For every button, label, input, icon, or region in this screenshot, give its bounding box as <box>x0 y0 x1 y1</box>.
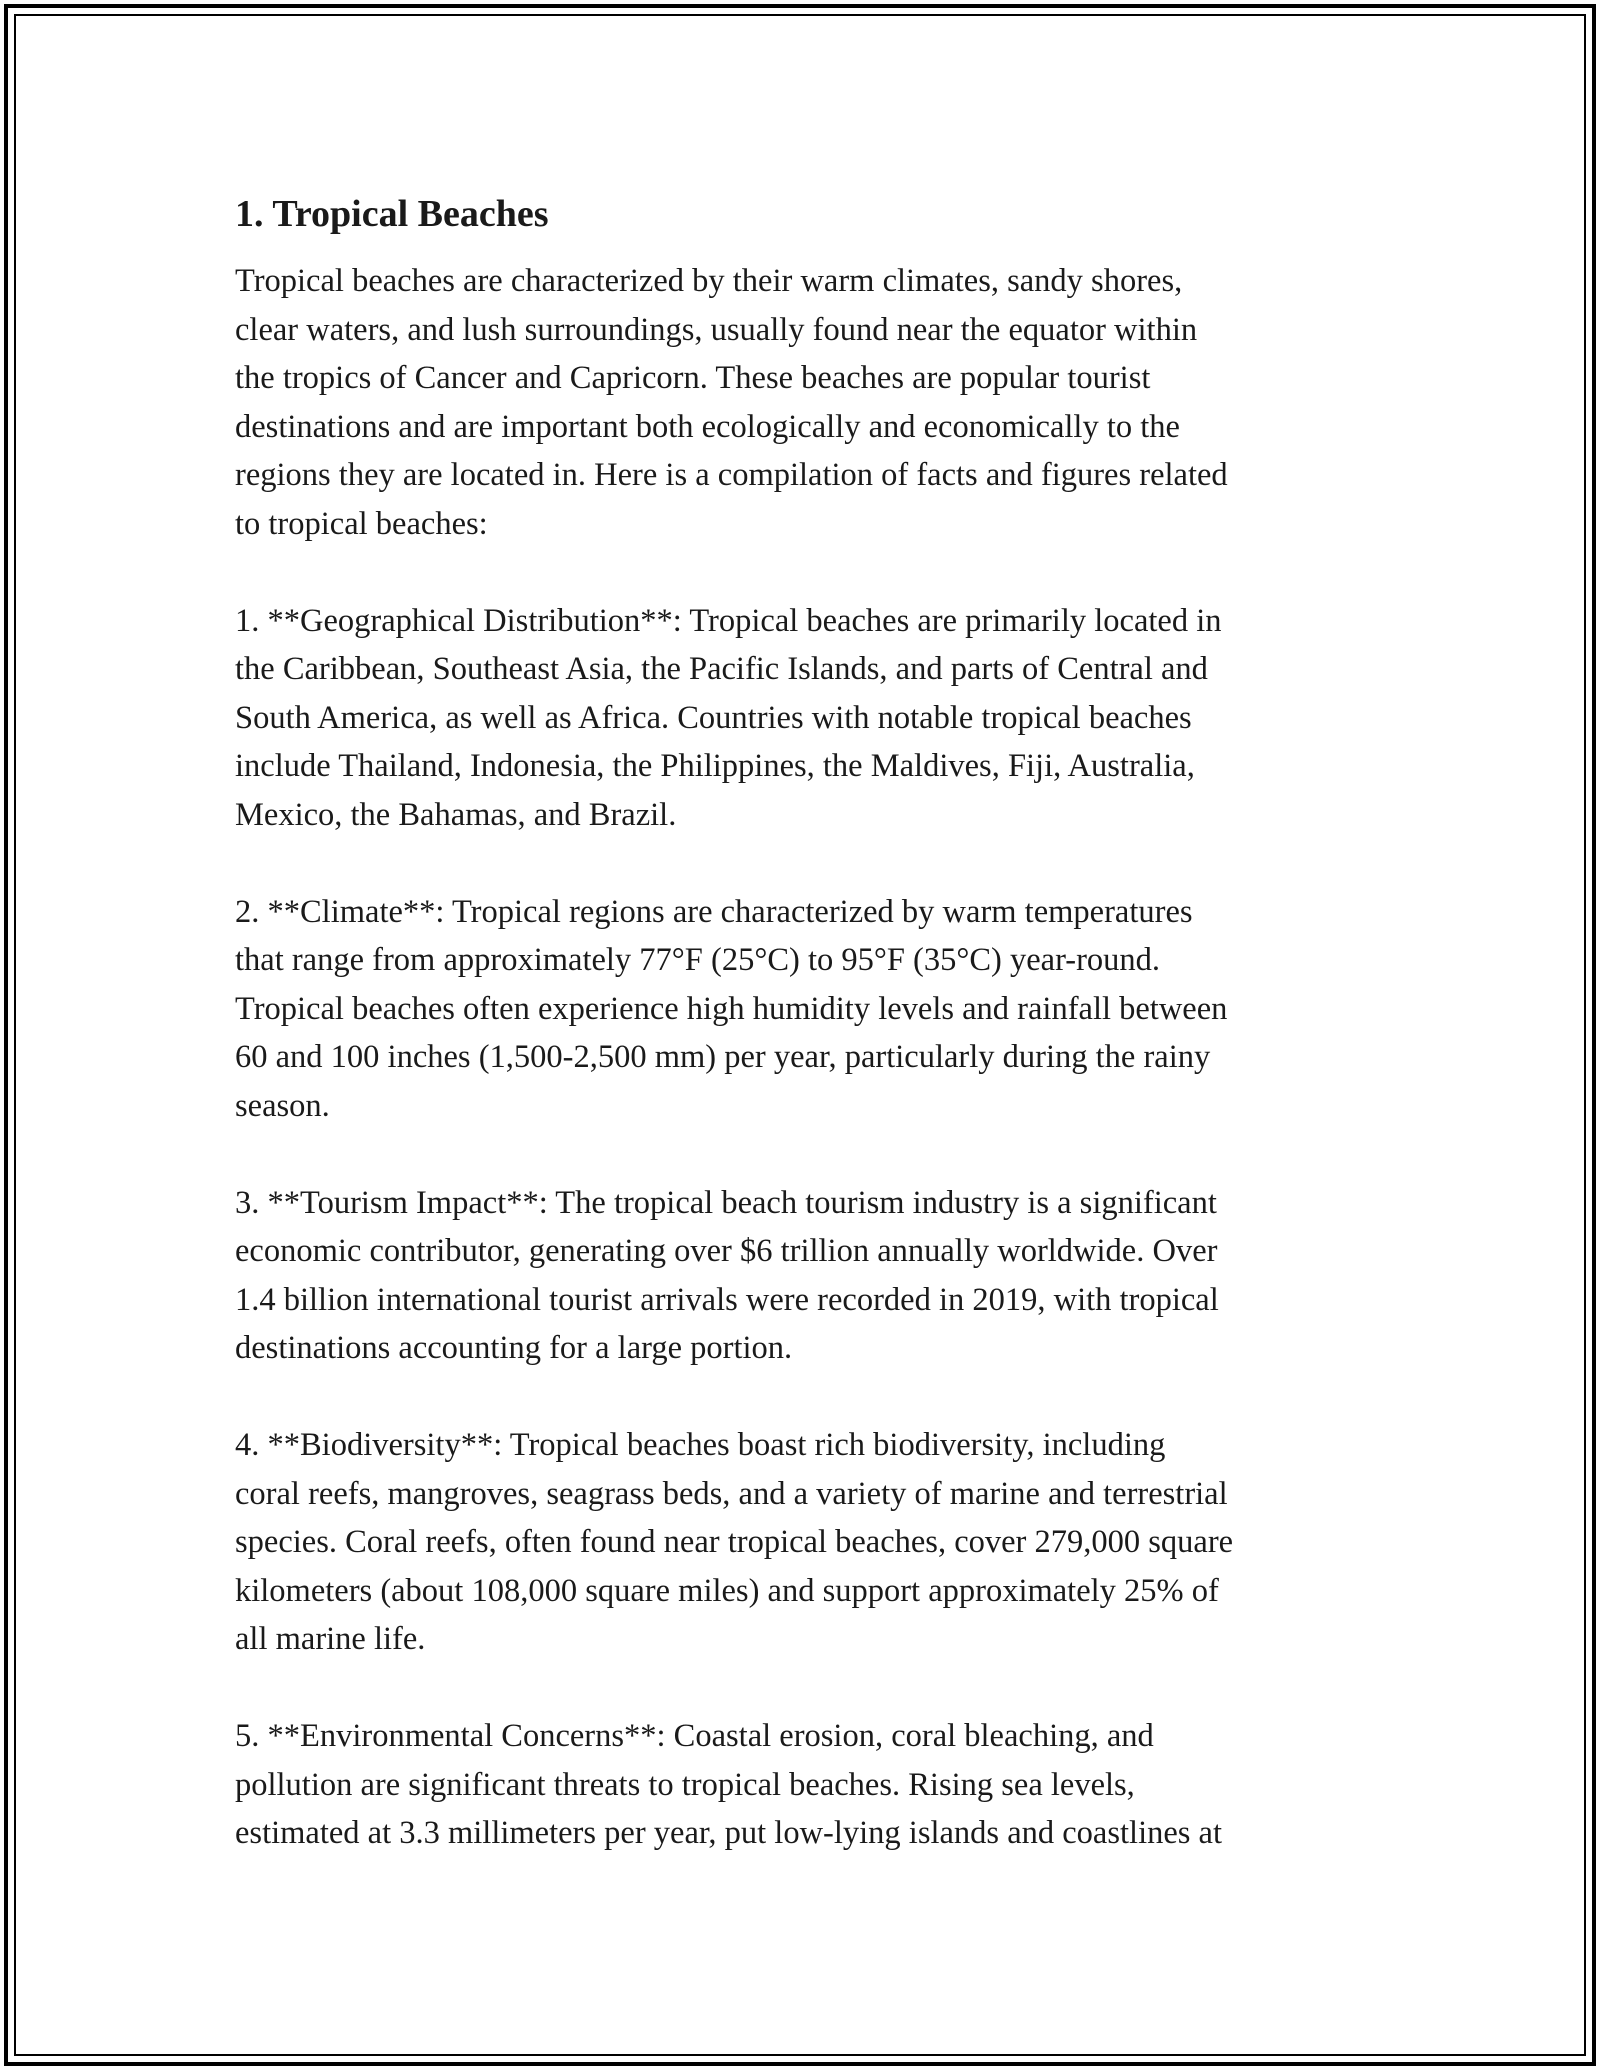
text-line: destinations and are important both ecologically and economically to the <box>235 408 1180 445</box>
paragraph-climate <box>235 888 1375 1131</box>
text-line: 60 and 100 inches (1,500-2,500 mm) per year, particularly during the rainy <box>235 1039 1211 1075</box>
text-line: Mexico, the Bahamas, and Brazil. <box>235 796 677 833</box>
paragraph-tourism-impact <box>235 1179 1375 1373</box>
text-line: Tropical beaches are characterized by their warm climates, sandy shores, <box>235 263 1183 299</box>
text-line: that range from approximately 77°F (25°C) to 95°F (35°C) year-round. <box>235 942 1161 978</box>
text-line: all marine life. <box>235 1621 426 1657</box>
text-line: estimated at 3.3 millimeters per year, put low-lying islands and coastlines at <box>235 1815 1222 1851</box>
text-line: 1.4 billion international tourist arrivals were recorded in 2019, with tropical <box>235 1281 1219 1318</box>
text-line: 1. **Geographical Distribution**: Tropical beaches are primarily located in <box>235 602 1222 639</box>
paragraph-environmental-concerns <box>235 1712 1375 1858</box>
text-line: 2. **Climate**: Tropical regions are characterized by warm temperatures <box>235 893 1193 930</box>
text-line: regions they are located in. Here is a compilation of facts and figures related <box>235 457 1228 493</box>
text-line: coral reefs, mangroves, seagrass beds, and a variety of marine and terrestrial <box>235 1475 1228 1512</box>
text-line: destinations accounting for a large portion. <box>235 1330 793 1366</box>
text-line: South America, as well as Africa. Countries with notable tropical beaches <box>235 699 1192 736</box>
text-line: pollution are significant threats to tropical beaches. Rising sea levels, <box>235 1766 1135 1803</box>
text-line: species. Coral reefs, often found near tropical beaches, cover 279,000 square <box>235 1524 1234 1560</box>
text-line: include Thailand, Indonesia, the Philippines, the Maldives, Fiji, Australia, <box>235 748 1195 784</box>
text-line: season. <box>235 1087 330 1124</box>
text-line: 5. **Environmental Concerns**: Coastal erosion, coral bleaching, and <box>235 1718 1154 1754</box>
text-line: clear waters, and lush surroundings, usually found near the equator within <box>235 311 1198 348</box>
text-line: 4. **Biodiversity**: Tropical beaches boast rich biodiversity, including <box>235 1427 1166 1463</box>
text-line: to tropical beaches: <box>235 505 488 542</box>
text-line: economic contributor, generating over $6 trillion annually worldwide. Over <box>235 1233 1218 1269</box>
paragraph-intro <box>235 257 1375 548</box>
page-title: 1. Tropical Beaches <box>235 193 549 235</box>
text-line: 3. **Tourism Impact**: The tropical beach tourism industry is a significant <box>235 1184 1217 1221</box>
text-line: the Caribbean, Southeast Asia, the Pacific Islands, and parts of Central and <box>235 651 1208 687</box>
paragraph-geographical-distribution <box>235 597 1375 840</box>
document-body <box>235 185 1375 1906</box>
text-line: Tropical beaches often experience high humidity levels and rainfall between <box>235 990 1228 1027</box>
paragraph-biodiversity <box>235 1421 1375 1664</box>
text-line: the tropics of Cancer and Capricorn. These beaches are popular tourist <box>235 360 1151 396</box>
text-line: kilometers (about 108,000 square miles) and support approximately 25% of <box>235 1572 1219 1609</box>
